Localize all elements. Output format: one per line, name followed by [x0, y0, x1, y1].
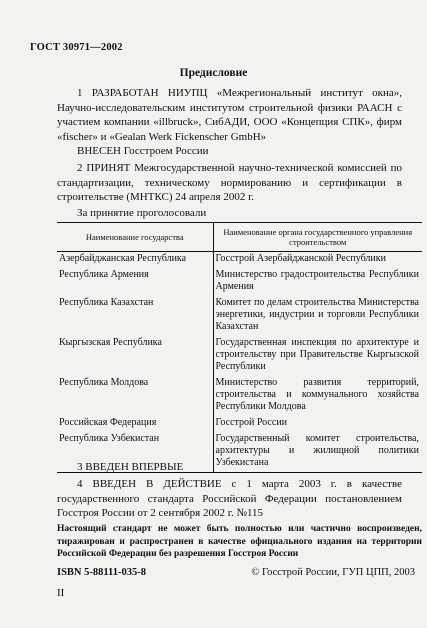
organ-name: Госстрой России: [213, 416, 422, 432]
table-row: [57, 268, 422, 296]
paragraph-in-force-text: 4 ВВЕДЕН В ДЕЙСТВИЕ с 1 марта 2003 г. в качестве государственного стандарта Российской Федерации постановлением Госстроя России от 2 сентября 2002 г. №115: [57, 478, 402, 519]
state-name: Российская Федерация: [59, 417, 157, 428]
voting-states-table: [57, 222, 422, 473]
organ-name: Госстрой Азербайджанской Республики: [213, 252, 422, 269]
table-row: [57, 252, 422, 269]
state-name: Кыргызская Республика: [59, 337, 162, 348]
state-name: Республика Молдова: [59, 377, 149, 388]
state-name: Республика Казахстан: [59, 297, 154, 308]
state-name: Республика Узбекистан: [57, 432, 213, 473]
table-row: [57, 336, 422, 376]
reproduction-notice: Настоящий стандарт не может быть полностью или частично воспроизведен, тиражирован и распространен в качестве официального издания на территории Российской Федерации без разрешения Госстроя России: [57, 524, 422, 559]
table-header-organ: Наименование органа государственного управления строительством: [213, 223, 422, 252]
organ-name: Министерство развития территорий, строительства и коммунального хозяйства Республики Молдова: [213, 376, 422, 416]
paragraph-submitted-text: ВНЕСЕН Госстроем России: [77, 145, 209, 157]
paragraph-developed: [57, 86, 402, 144]
state-name: Республика Армения: [59, 269, 149, 280]
organ-name: Государственная инспекция по архитектуре и строительству при Правительстве Кыргызской Республики: [213, 336, 422, 376]
isbn: ISBN 5-88111-035-8: [57, 567, 146, 578]
paragraph-adopted-text: 2 ПРИНЯТ Межгосударственной научно-технической комиссией по стандартизации, техническому нормированию и сертификации в строительстве (МНТКС) 24 апреля 2002 г.: [57, 162, 402, 203]
document-header: ГОСТ 30971—2002: [30, 42, 123, 53]
table-header-row: [57, 223, 422, 252]
organ-name: Государственный комитет строительства, архитектуры и жилищной политики Узбекистана: [213, 432, 422, 473]
table-row: [57, 416, 422, 432]
paragraph-in-force: [57, 477, 402, 521]
organ-name: Комитет по делам строительства Министерства энергетики, индустрии и торговли Республики Казахстан: [213, 296, 422, 336]
paragraph-first-introduced-text: 3 ВВЕДЕН ВПЕРВЫЕ: [77, 461, 184, 473]
page-number: II: [57, 587, 65, 599]
paragraph-first-introduced: [57, 460, 402, 475]
paragraph-developed-text: 1 РАЗРАБОТАН НИУПЦ «Межрегиональный институт окна», Научно-исследовательским институтом строительной физики РААСН с участием компании «illbruck», СибАДИ, ООО «Концепция СПК», фирм «fischer» и «Gealan Werk Fickenscher GmbH»: [57, 87, 402, 143]
table-row: [57, 376, 422, 416]
paragraph-voted: [57, 206, 402, 221]
page-title: Предисловие: [179, 67, 248, 79]
organ-name: Министерство градостроительства Республики Армения: [213, 268, 422, 296]
paragraph-adopted: [57, 161, 402, 205]
paragraph-submitted: [57, 144, 402, 159]
table-header-state: Наименование государства: [57, 223, 213, 252]
paragraph-voted-text: За принятие проголосовали: [77, 207, 207, 219]
copyright: © Госстрой России, ГУП ЦПП, 2003: [251, 567, 415, 578]
table-row: [57, 296, 422, 336]
state-name: Азербайджанская Республика: [59, 253, 187, 264]
